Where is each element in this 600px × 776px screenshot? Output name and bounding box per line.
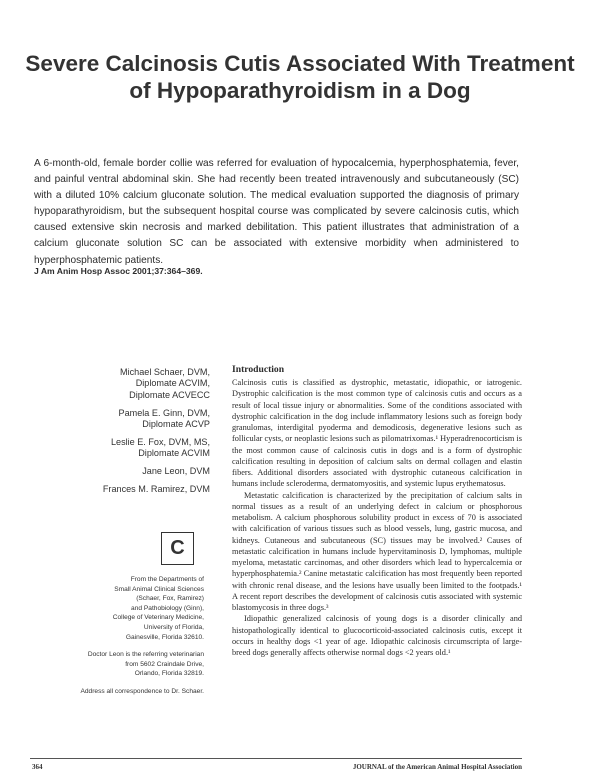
affiliation-line: Gainesville, Florida 32610. [125, 633, 204, 641]
author-name: Michael Schaer, DVM, [120, 367, 210, 377]
affiliation-line: University of Florida, [143, 623, 204, 631]
affiliation-line: from 5602 Craindale Drive, [125, 660, 204, 668]
affiliation-line: From the Departments of [130, 576, 204, 583]
body-paragraph: Idiopathic generalized calcinosis of young dogs is a disorder clinically and histopathologically identical to glucocorticoid-associated calcinosis cutis, except it occurs in healthy dogs <1 year of age. Idiopathic calcinosis circumscripta of large-breed dogs generally affects otherwise normal dogs <2 years old.¹ [232, 614, 522, 657]
author-entry [60, 437, 210, 460]
affiliation-line: (Schaer, Fox, Ramirez) [136, 595, 204, 603]
author-entry [60, 466, 210, 477]
author-list [60, 367, 210, 502]
page-number: 364 [32, 763, 43, 771]
author-name: Leslie E. Fox, DVM, MS, [110, 437, 210, 448]
author-credential: Diplomate ACVIM, [135, 378, 210, 389]
affiliation-line: College of Veterinary Medicine, [112, 614, 204, 622]
author-entry [60, 484, 210, 495]
department-affiliation [40, 575, 204, 642]
author-entry [60, 367, 210, 401]
affiliation-line: and Pathobiology (Ginn), [131, 604, 204, 612]
introduction-section [232, 364, 522, 658]
continuing-education-badge: C [161, 532, 194, 565]
author-name: Jane Leon, DVM [142, 466, 210, 477]
article-title: Severe Calcinosis Cutis Associated With Treatment of Hypoparathyroidism in a Dog [25, 51, 575, 103]
body-paragraph: Calcinosis cutis is classified as dystrophic, metastatic, idiopathic, or iatrogenic. Dystrophic calcification is the most common type of calcinosis cutis and occurs as a result of local tissue injury or abnormalities. Some of the conditions associated with dystrophic calcification in the dog include inflammatory lesions such as foreign body granulomas, interdigital pyoderma and demodicosis, degenerative lesions such as follicular cysts, or neoplastic lesions such as pilomatrixomas.¹ Hyperadrenocorticism is the most common cause of calcinosis cutis in dogs and is a form of dystrophic calcification resulting in deposition of calcium salts on dermal collagen and elastin fibers. Additional disorders associated with dystrophic cutaneous calcification in humans include scleroderma, dermatomyositis, and systemic lupus erythematosus. [232, 378, 522, 489]
affiliation-block [40, 575, 204, 705]
author-entry [60, 408, 210, 431]
author-credential: Diplomate ACVIM [138, 448, 210, 459]
footer-rule [30, 758, 522, 759]
author-name: Pamela E. Ginn, DVM, [118, 407, 210, 418]
author-credential: Diplomate ACVECC [129, 389, 210, 400]
citation: J Am Anim Hosp Assoc 2001;37:364–369. [34, 266, 203, 276]
abstract: A 6-month-old, female border collie was referred for evaluation of hypocalcemia, hyperphosphatemia, fever, and painful ventral abdominal skin. She had recently been treated intravenously and subcutaneously (SC) with a diluted 10% calcium gluconate solution. The medical evaluation supported the diagnosis of primary hypoparathyroidism, but the subsequent hospital course was complicated by severe calcinosis cutis, which caused extensive skin necrosis and marked debilitation. This patient illustrates that administration of a calcium gluconate solution SC can be associated with extensive morbidity when administered to hyperphosphatemic patients. [34, 158, 519, 266]
correspondence-note: Address all correspondence to Dr. Schaer. [80, 687, 204, 695]
body-paragraph: Metastatic calcification is characterized by the precipitation of calcium salts in normal tissues as a result of an underlying defect in calcium or phosphorous metabolism. A calcium phosphorous solubility product in excess of 70 is associated with calcification of various tissues such as blood vessels, lung, gastric mucosa, and kidneys. Cutaneous and subcutaneous (SC) tissues may be involved.² Causes of metastatic calcification in humans include hypervitaminosis D, lymphomas, multiple myeloma, metastatic carcinomas, and other disorders which lead to hypercalcemia or hyperphosphatemia.² Canine metastatic calcification has most frequently been reported with chronic renal disease, and the lesions have usually been limited to the footpads.¹ A recent report describes the development of calcinosis cutis associated with systemic blastomycosis in three dogs.³ [232, 490, 522, 612]
affiliation-line: Orlando, Florida 32819. [134, 670, 204, 678]
referring-veterinarian-note [40, 650, 204, 679]
section-heading: Introduction [232, 364, 285, 375]
author-credential: Diplomate ACVP [142, 419, 210, 430]
journal-name: JOURNAL of the American Animal Hospital Association [352, 763, 522, 771]
affiliation-line: Small Animal Clinical Sciences [114, 585, 204, 593]
author-name: Frances M. Ramirez, DVM [102, 484, 210, 495]
affiliation-line: Doctor Leon is the referring veterinarian [87, 651, 204, 659]
